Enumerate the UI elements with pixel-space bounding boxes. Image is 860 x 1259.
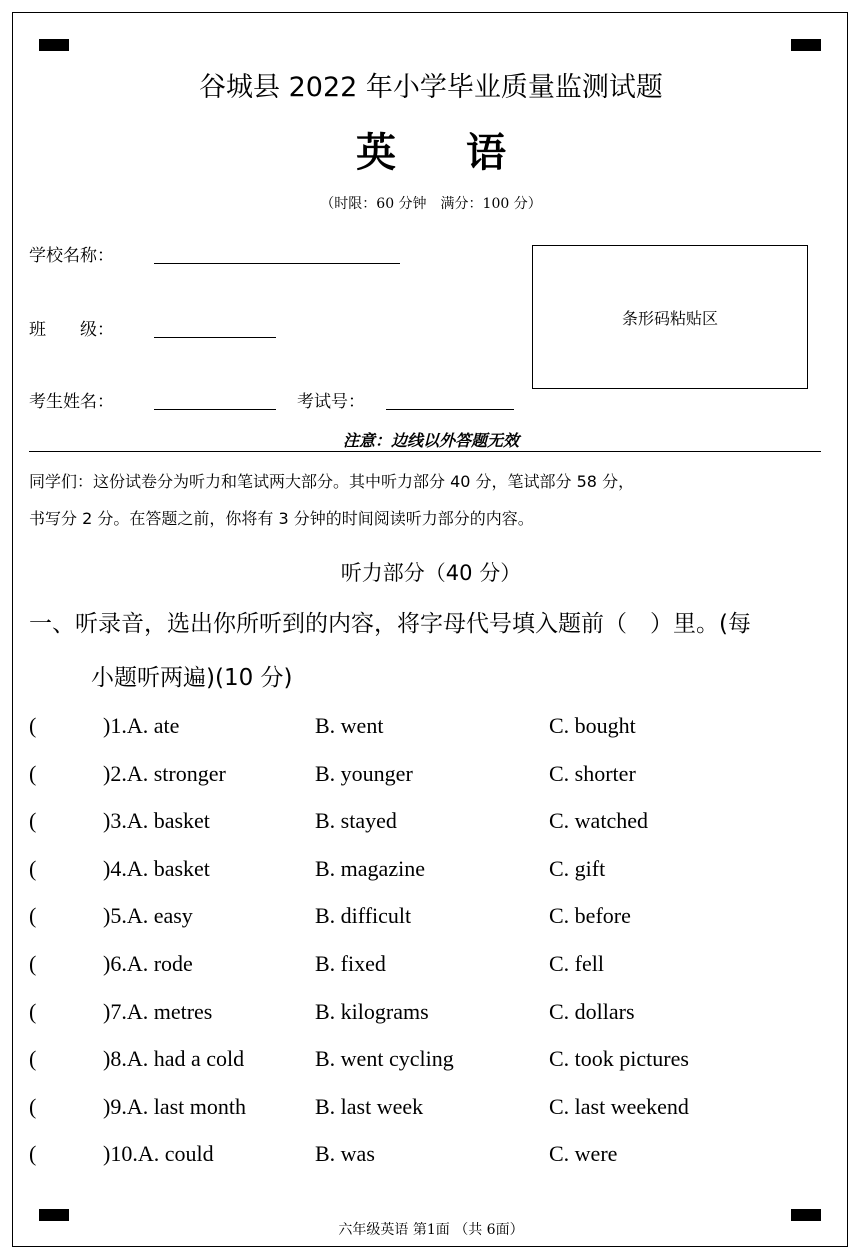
question-row	[29, 999, 829, 1029]
registration-mark-top-left	[39, 39, 69, 51]
barcode-label: 条形码粘贴区	[621, 308, 718, 328]
notice: 注意：边线以外答题无效	[342, 431, 519, 450]
option-a: )7.A. metres	[103, 998, 213, 1024]
question-row	[29, 808, 829, 838]
name-label: 考生姓名：	[29, 392, 114, 412]
answer-paren[interactable]: (	[29, 998, 37, 1024]
option-c: C. watched	[549, 808, 648, 834]
option-c: C. took pictures	[549, 1046, 689, 1072]
option-b: B. went cycling	[315, 1046, 454, 1072]
option-b: B. was	[315, 1141, 375, 1167]
option-c: C. were	[549, 1141, 618, 1167]
exam-no-field[interactable]	[386, 409, 514, 410]
option-a: )9.A. last month	[103, 1093, 246, 1119]
registration-mark-top-right	[791, 39, 821, 51]
school-label: 学校名称：	[29, 246, 114, 266]
answer-paren[interactable]: (	[29, 1046, 37, 1072]
question-row	[29, 761, 829, 791]
option-c: C. before	[549, 903, 631, 929]
option-c: C. shorter	[549, 760, 636, 786]
option-a: )3.A. basket	[103, 808, 210, 834]
exam-no-label: 考试号：	[297, 392, 365, 412]
question-row	[29, 903, 829, 933]
option-c: C. fell	[549, 951, 604, 976]
option-b: B. fixed	[315, 951, 386, 976]
option-b: B. went	[315, 713, 384, 738]
option-b: B. younger	[315, 760, 413, 786]
option-a: )1.A. ate	[103, 713, 180, 738]
answer-paren[interactable]: (	[29, 951, 37, 976]
option-a: )5.A. easy	[103, 903, 193, 929]
question-row	[29, 1094, 829, 1124]
answer-paren[interactable]: (	[29, 1141, 37, 1167]
name-field[interactable]	[154, 409, 276, 410]
option-b: B. difficult	[315, 903, 412, 929]
option-b: B. magazine	[315, 855, 425, 881]
question-1-heading-line-2: 小题听两遍)(10 分)	[91, 665, 293, 691]
option-c: C. bought	[549, 713, 636, 738]
option-a: )8.A. had a cold	[103, 1046, 245, 1072]
time-limit: （时限：60 分钟 满分：100 分）	[320, 196, 542, 212]
answer-paren[interactable]: (	[29, 713, 37, 738]
question-row	[29, 951, 829, 981]
subject-title: 英语	[356, 129, 576, 176]
question-row	[29, 1046, 829, 1076]
option-b: B. last week	[315, 1093, 424, 1119]
option-a: )2.A. stronger	[103, 760, 226, 786]
exam-title: 谷城县 2022 年小学毕业质量监测试题	[199, 72, 663, 103]
intro-line-1: 同学们：这份试卷分为听力和笔试两大部分。其中听力部分 40 分，笔试部分 58 分，	[29, 472, 635, 491]
school-field[interactable]	[154, 263, 400, 264]
intro-line-2: 书写分 2 分。在答题之前，你将有 3 分钟的时间阅读听力部分的内容。	[29, 509, 534, 528]
class-label: 班 级：	[29, 320, 114, 340]
divider	[29, 451, 821, 452]
answer-paren[interactable]: (	[29, 1093, 37, 1119]
option-b: B. stayed	[315, 808, 397, 834]
page-footer: 六年级英语 第1面 （共 6面）	[338, 1222, 524, 1238]
answer-paren[interactable]: (	[29, 855, 37, 881]
question-row	[29, 713, 829, 743]
answer-paren[interactable]: (	[29, 903, 37, 929]
option-a: )10.A. could	[103, 1141, 214, 1167]
section-title: 听力部分（40 分）	[340, 561, 522, 585]
answer-paren[interactable]: (	[29, 760, 37, 786]
answer-paren[interactable]: (	[29, 808, 37, 834]
question-row	[29, 856, 829, 886]
question-1-heading-line-1: 一、听录音，选出你所听到的内容，将字母代号填入题前（ ）里。(每	[29, 611, 751, 637]
option-c: C. last weekend	[549, 1093, 689, 1119]
option-a: )4.A. basket	[103, 855, 210, 881]
barcode-area	[532, 245, 808, 389]
option-a: )6.A. rode	[103, 951, 193, 976]
question-row	[29, 1141, 829, 1171]
option-c: C. gift	[549, 855, 606, 881]
option-c: C. dollars	[549, 998, 635, 1024]
option-b: B. kilograms	[315, 998, 429, 1024]
exam-page	[12, 12, 848, 1247]
class-field[interactable]	[154, 337, 276, 338]
